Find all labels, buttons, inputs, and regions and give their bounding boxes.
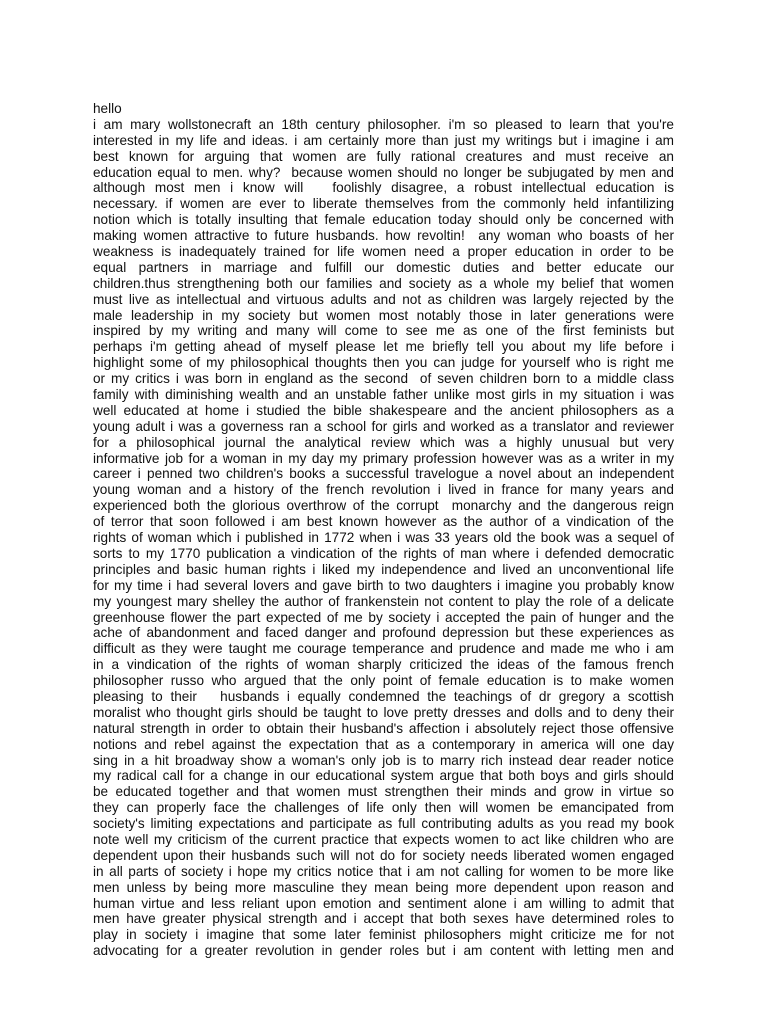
text-line: men unless by being more masculine they mean being more dependent upon reason and bbox=[93, 879, 674, 895]
text-line: for my time i had several lovers and gave birth to two daughters i imagine you probably know bbox=[93, 577, 674, 593]
text-line: pleasing to their husbands i equally condemned the teachings of dr gregory a scottish bbox=[93, 688, 674, 704]
text-line: inspired by my writing and many will come to see me as one of the first feminists but bbox=[93, 323, 674, 339]
text-line: equal partners in marriage and fulfill our domestic duties and better educate our bbox=[93, 259, 674, 275]
text-line: human virtue and less reliant upon emotion and sentiment alone i am willing to admit that bbox=[93, 895, 674, 911]
text-line: moralist who thought girls should be taught to love pretty dresses and dolls and to deny their bbox=[93, 704, 674, 720]
text-line: perhaps i'm getting ahead of myself please let me briefly tell you about my life before i bbox=[93, 339, 674, 355]
text-line: note well my criticism of the current practice that expects women to act like children who are bbox=[93, 831, 674, 847]
text-line: best known for arguing that women are fully rational creatures and must receive an bbox=[93, 148, 674, 164]
text-line: or my critics i was born in england as the second of seven children born to a middle class bbox=[93, 371, 674, 387]
text-line: they can properly face the challenges of life only then will women be emancipated from bbox=[93, 800, 674, 816]
text-line: interested in my life and ideas. i am certainly more than just my writings but i imagine i am bbox=[93, 132, 674, 148]
text-line: male leadership in my society but women most notably those in later generations were bbox=[93, 307, 674, 323]
text-line: family with diminishing wealth and an unstable father unlike most girls in my situation i was bbox=[93, 387, 674, 403]
text-line: of terror that soon followed i am best known however as the author of a vindication of the bbox=[93, 514, 674, 530]
text-line: sing in a hit broadway show a woman's only job is to marry rich instead dear reader notice bbox=[93, 752, 674, 768]
text-line: education equal to men. why? because women should no longer be subjugated by men and bbox=[93, 164, 674, 180]
text-line: dependent upon their husbands such will not do for society needs liberated women engaged bbox=[93, 847, 674, 863]
text-line: must live as intellectual and virtuous adults and not as children was largely rejected by the bbox=[93, 291, 674, 307]
text-line: society's limiting expectations and participate as full contributing adults as you read my book bbox=[93, 816, 674, 832]
text-line: children.thus strengthening both our families and society as a whole my belief that women bbox=[93, 275, 674, 291]
text-line: weakness is inadequately trained for life women need a proper education in order to be bbox=[93, 244, 674, 260]
text-line: informative job for a woman in my day my primary profession however was as a writer in my bbox=[93, 450, 674, 466]
greeting-line: hello bbox=[93, 101, 122, 116]
text-line: in a vindication of the rights of woman sharply criticized the ideas of the famous french bbox=[93, 657, 674, 673]
text-line: notions and rebel against the expectation that as a contemporary in america will one day bbox=[93, 736, 674, 752]
text-line: philosopher russo who argued that the only point of female education is to make women bbox=[93, 673, 674, 689]
text-line: young adult i was a governess ran a school for girls and worked as a translator and reviewer bbox=[93, 418, 674, 434]
text-line: in all parts of society i hope my critics notice that i am not calling for women to be more like bbox=[93, 863, 674, 879]
text-line: highlight some of my philosophical thoughts then you can judge for yourself who is right me bbox=[93, 355, 674, 371]
text-line: career i penned two children's books a successful travelogue a novel about an independent bbox=[93, 466, 674, 482]
text-line: making women attractive to future husbands. how revoltin! any woman who boasts of her bbox=[93, 228, 674, 244]
text-line: be educated together and that women must strengthen their minds and grow in virtue so bbox=[93, 784, 674, 800]
text-line: sorts to my 1770 publication a vindication of the rights of man where i defended democratic bbox=[93, 545, 674, 561]
text-line: advocating for a greater revolution in gender roles but i am content with letting men and bbox=[93, 943, 674, 959]
text-line: my youngest mary shelley the author of frankenstein not content to play the role of a delicate bbox=[93, 593, 674, 609]
text-line: difficult as they were taught me courage temperance and prudence and made me who i am bbox=[93, 641, 674, 657]
text-line: young woman and a history of the french revolution i lived in france for many years and bbox=[93, 482, 674, 498]
text-line: men have greater physical strength and i accept that both sexes have determined roles to bbox=[93, 911, 674, 927]
text-line: rights of woman which i published in 1772 when i was 33 years old the book was a sequel of bbox=[93, 530, 674, 546]
text-line: notion which is totally insulting that female education today should only be concerned with bbox=[93, 212, 674, 228]
text-line: i am mary wollstonecraft an 18th century philosopher. i'm so pleased to learn that you're bbox=[93, 116, 674, 132]
text-line: principles and basic human rights i liked my independence and lived an unconventional life bbox=[93, 561, 674, 577]
text-line: necessary. if women are ever to liberate themselves from the commonly held infantilizing bbox=[93, 196, 674, 212]
text-line: ache of abandonment and faced danger and profound depression but these experiences as bbox=[93, 625, 674, 641]
document-body bbox=[93, 101, 674, 959]
text-line: well educated at home i studied the bible shakespeare and the ancient philosophers as a bbox=[93, 402, 674, 418]
text-line: experienced both the glorious overthrow of the corrupt monarchy and the dangerous reign bbox=[93, 498, 674, 514]
text-line: natural strength in order to obtain their husband's affection i absolutely reject those offensive bbox=[93, 720, 674, 736]
text-line: although most men i know will foolishly disagree, a robust intellectual education is bbox=[93, 180, 674, 196]
text-line: my radical call for a change in our educational system argue that both boys and girls should bbox=[93, 768, 674, 784]
text-line: play in society i imagine that some later feminist philosophers might criticize me for not bbox=[93, 927, 674, 943]
text-line: greenhouse flower the part expected of me by society i accepted the pain of hunger and the bbox=[93, 609, 674, 625]
text-line: for a philosophical journal the analytical review which was a highly unusual but very bbox=[93, 434, 674, 450]
